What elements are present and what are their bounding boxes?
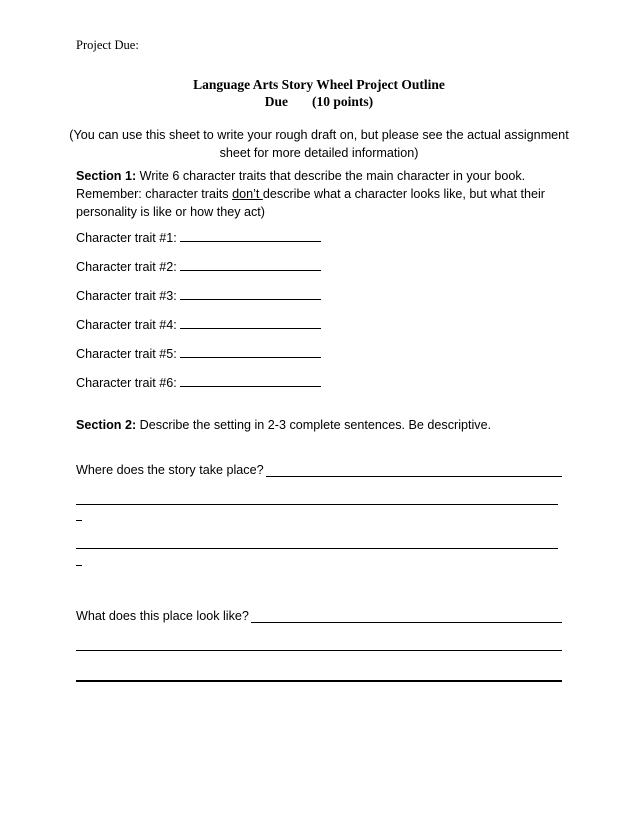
character-trait-1 [76, 230, 321, 245]
trait-label: Character trait #3: [76, 289, 177, 303]
answer-line[interactable] [76, 650, 562, 651]
character-trait-5 [76, 346, 321, 361]
trait-answer-line[interactable] [180, 375, 321, 387]
trait-label: Character trait #6: [76, 376, 177, 390]
answer-line-stub [76, 520, 82, 521]
section2-instructions [76, 418, 491, 432]
question-look-label: What does this place look like? [76, 609, 249, 623]
section1-text-a: Write 6 character traits that describe the main character in your book. Remember: character traits [76, 169, 526, 201]
character-trait-4 [76, 317, 321, 332]
section2-label: Section 2: [76, 418, 137, 432]
answer-line[interactable] [251, 610, 562, 623]
page-title [0, 76, 638, 110]
due-label: Due [264, 94, 289, 109]
trait-label: Character trait #2: [76, 260, 177, 274]
section1-instructions [76, 167, 566, 221]
trait-answer-line[interactable] [180, 230, 321, 242]
character-trait-2 [76, 259, 321, 274]
answer-line[interactable] [76, 680, 562, 682]
answer-line[interactable] [76, 548, 558, 549]
answer-line-stub [76, 565, 82, 566]
character-trait-6 [76, 375, 321, 390]
trait-answer-line[interactable] [180, 317, 321, 329]
section1-text-b: describe what a character looks like, but what their personality is like or how they act) [76, 187, 545, 219]
trait-label: Character trait #4: [76, 318, 177, 332]
points-label: (10 points) [312, 94, 374, 109]
trait-answer-line[interactable] [180, 346, 321, 358]
character-trait-3 [76, 288, 321, 303]
section2-text: Describe the setting in 2-3 complete sentences. Be descriptive. [136, 418, 492, 432]
trait-answer-line[interactable] [180, 259, 321, 271]
question-where-label: Where does the story take place? [76, 463, 264, 477]
section1-underlined: don’t [232, 187, 263, 201]
project-due-label: Project Due: [76, 38, 139, 52]
trait-label: Character trait #1: [76, 231, 177, 245]
trait-label: Character trait #5: [76, 347, 177, 361]
answer-line[interactable] [266, 464, 562, 477]
section1-label: Section 1: [76, 169, 137, 183]
answer-line[interactable] [76, 504, 558, 505]
question-look [76, 609, 562, 623]
trait-answer-line[interactable] [180, 288, 321, 300]
question-where [76, 463, 562, 477]
title-line: Language Arts Story Wheel Project Outline [193, 77, 445, 92]
due-line [0, 93, 638, 110]
instructions-note: (You can use this sheet to write your rough draft on, but please see the actual assignment sheet for more detailed information) [69, 128, 569, 160]
